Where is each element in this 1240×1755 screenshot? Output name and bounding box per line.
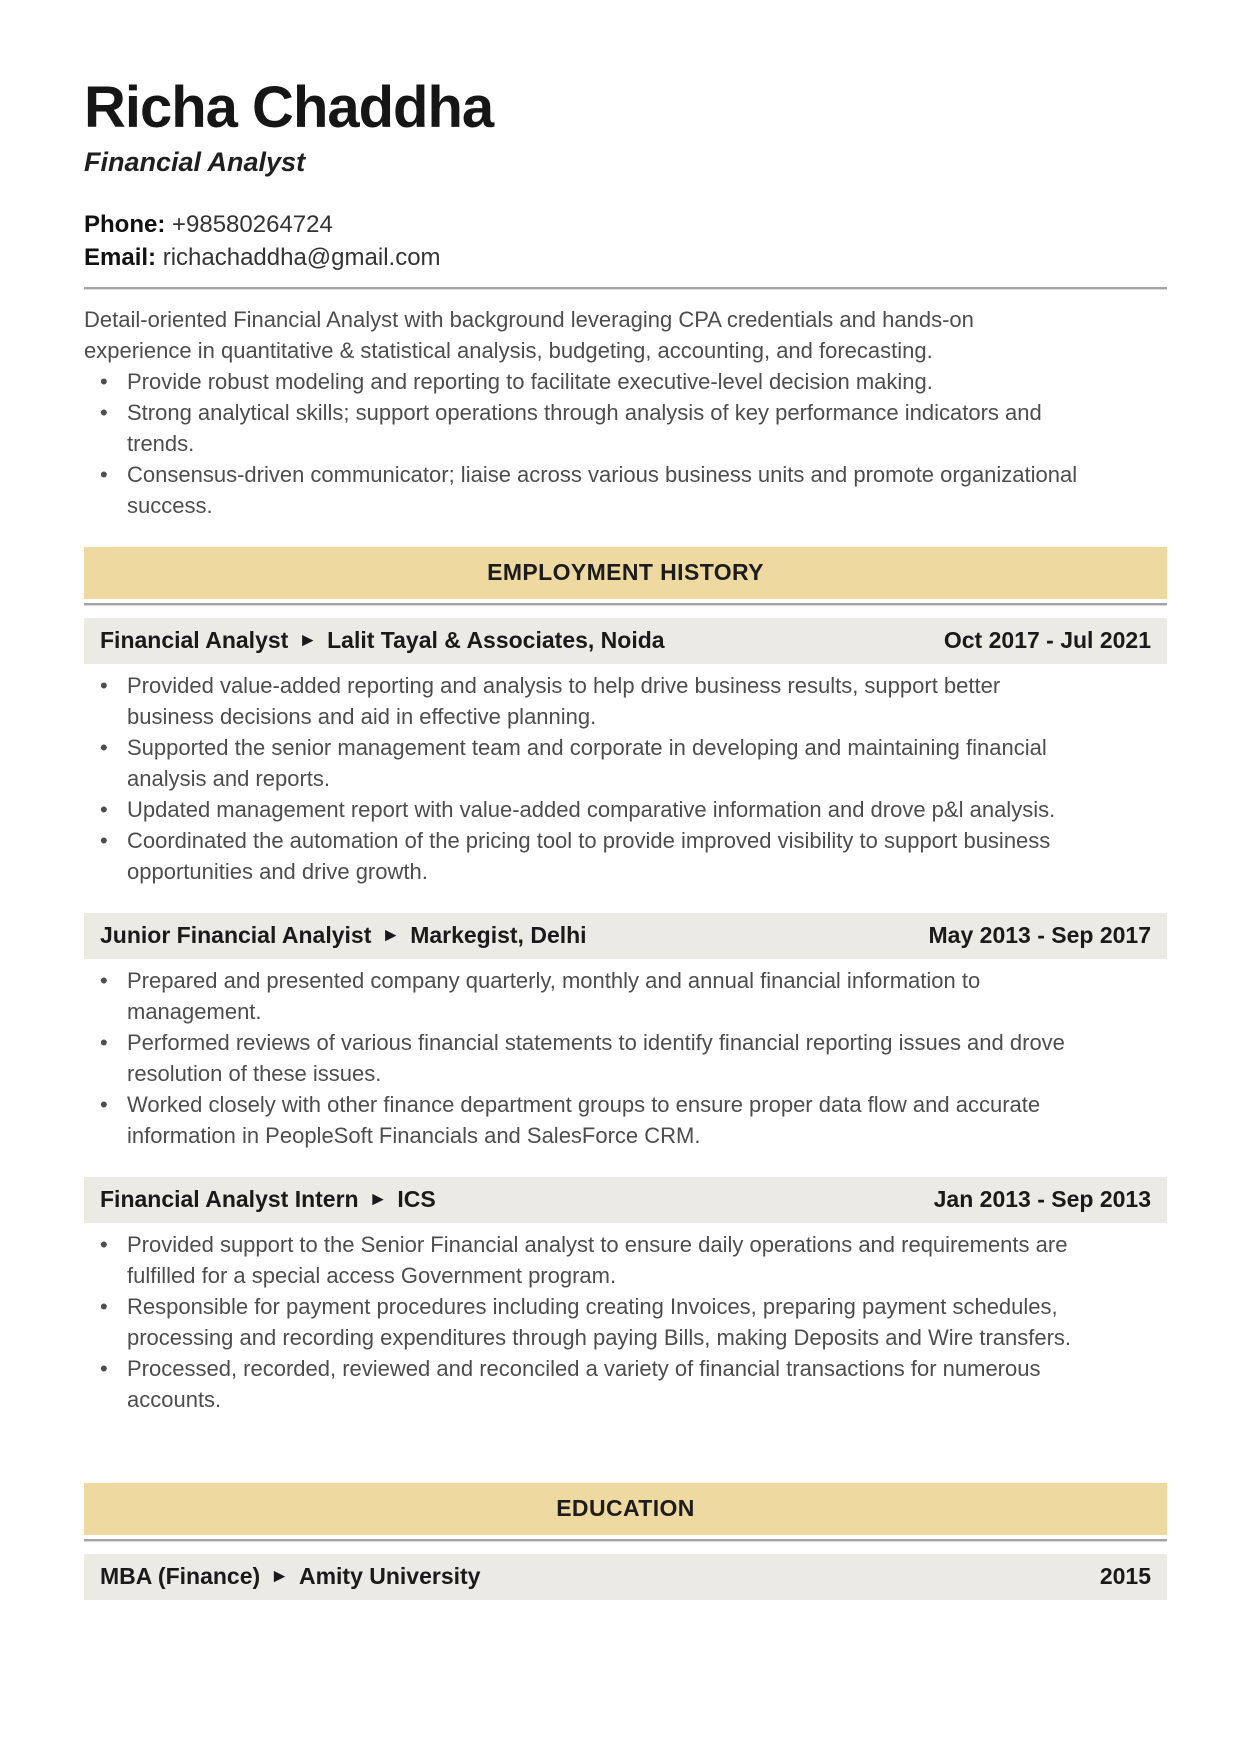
summary-bullet-text: Consensus-driven communicator; liaise across various business units and promote organizational success. (127, 461, 1078, 518)
job-dates: May 2013 - Sep 2017 (928, 922, 1151, 949)
job-bullet-text: Updated management report with value-added comparative information and drove p&l analysis. (127, 796, 1056, 822)
summary-bullet-item (84, 397, 1089, 459)
job-bullet-text: Prepared and presented company quarterly, monthly and annual financial information to management. (127, 967, 981, 1024)
right-pointer-icon: ► (368, 1189, 388, 1211)
job-bullet-text: Worked closely with other finance department groups to ensure proper data flow and accurate information in PeopleSoft Financials and SalesForce CRM. (127, 1091, 1041, 1148)
email-value: richachaddha@gmail.com (162, 243, 441, 271)
summary-bullet-text: Strong analytical skills; support operations through analysis of key performance indicators and trends. (127, 399, 1042, 456)
email-label: Email: (84, 243, 157, 271)
job-bullet-text: Provided value-added reporting and analysis to help drive business results, support better business decisions and aid in effective planning. (127, 672, 1001, 729)
education-section-header (84, 1483, 1167, 1535)
employment-history-title: EMPLOYMENT HISTORY (487, 559, 764, 586)
job-bullet-text: Processed, recorded, reviewed and reconciled a variety of financial transactions for numerous accounts. (127, 1355, 1041, 1412)
job-bullet-item (84, 1353, 1089, 1415)
job-title: Financial Analyst Intern (100, 1186, 359, 1213)
job-bullet-text: Supported the senior management team and corporate in developing and maintaining financial analysis and reports. (127, 734, 1047, 791)
contact-info (84, 208, 1167, 274)
job-bullet-list (84, 670, 1167, 887)
bullet-dot-icon: • (100, 1231, 108, 1257)
summary-bullet-list (84, 366, 1167, 521)
contact-email-line (84, 241, 1167, 274)
employment-section-divider (84, 603, 1167, 606)
job-title-company (100, 1186, 436, 1213)
job-bullet-list (84, 965, 1167, 1151)
job-bullet-item (84, 1089, 1089, 1151)
bullet-dot-icon: • (100, 368, 108, 394)
employment-history-section-header (84, 547, 1167, 599)
bullet-dot-icon: • (100, 1355, 108, 1381)
job-bullet-text: Coordinated the automation of the pricing tool to provide improved visibility to support business opportunities and drive growth. (127, 827, 1051, 884)
job-header-bar (84, 913, 1167, 959)
job-bullet-item (84, 825, 1089, 887)
bullet-dot-icon: • (100, 672, 108, 698)
education-entry-bar (84, 1554, 1167, 1600)
summary-section (84, 304, 1167, 521)
right-pointer-icon: ► (270, 1566, 289, 1588)
job-bullet-text: Responsible for payment procedures including creating Invoices, preparing payment schedules, processing and recording expenditures through paying Bills, making Deposits and Wire transfers. (127, 1293, 1072, 1350)
job-title-company (100, 922, 587, 949)
job-bullet-item (84, 794, 1089, 825)
job-bullet-item (84, 1027, 1089, 1089)
job-entry (84, 618, 1167, 887)
job-bullet-text: Provided support to the Senior Financial analyst to ensure daily operations and requirements are fulfilled for a special access Government program. (127, 1231, 1068, 1288)
bullet-dot-icon: • (100, 734, 108, 760)
bullet-dot-icon: • (100, 796, 108, 822)
job-bullet-text: Performed reviews of various financial statements to identify financial reporting issues and drove resolution of these issues. (127, 1029, 1065, 1086)
job-company: ICS (397, 1186, 436, 1213)
candidate-job-title: Financial Analyst (84, 146, 306, 177)
bullet-dot-icon: • (100, 1091, 108, 1117)
job-entry (84, 913, 1167, 1151)
bullet-dot-icon: • (100, 1293, 108, 1319)
bullet-dot-icon: • (100, 399, 108, 425)
bullet-dot-icon: • (100, 1029, 108, 1055)
job-bullet-item (84, 670, 1089, 732)
contact-phone-line (84, 208, 1167, 241)
bullet-dot-icon: • (100, 461, 108, 487)
job-bullet-item (84, 732, 1089, 794)
education-section-divider (84, 1539, 1167, 1542)
education-body (84, 1554, 1167, 1600)
bullet-dot-icon: • (100, 827, 108, 853)
job-header-bar (84, 618, 1167, 664)
job-title-company (100, 627, 665, 654)
right-pointer-icon: ► (298, 630, 318, 652)
job-company: Lalit Tayal & Associates, Noida (327, 627, 665, 654)
job-entry (84, 1177, 1167, 1415)
job-title: Junior Financial Analyist (100, 922, 372, 949)
candidate-name: Richa Chaddha (84, 75, 494, 140)
job-bullet-list (84, 1229, 1167, 1415)
job-dates: Jan 2013 - Sep 2013 (933, 1186, 1151, 1213)
right-pointer-icon: ► (381, 925, 401, 947)
summary-bullet-item (84, 366, 1089, 397)
summary-intro: Detail-oriented Financial Analyst with background leveraging CPA credentials and hands-on experience in quantitative & statistical analysis, budgeting, accounting, and forecasting. (84, 306, 974, 363)
education-school: Amity University (298, 1563, 481, 1590)
phone-label: Phone: (84, 210, 166, 238)
job-header-bar (84, 1177, 1167, 1223)
summary-bullet-item (84, 459, 1089, 521)
resume-header (84, 75, 1167, 274)
education-title: EDUCATION (556, 1495, 695, 1522)
education-dates: 2015 (1099, 1563, 1151, 1590)
employment-history-body (84, 618, 1167, 1415)
job-bullet-item (84, 965, 1089, 1027)
job-dates: Oct 2017 - Jul 2021 (943, 627, 1151, 654)
job-title: Financial Analyst (100, 627, 289, 654)
job-company: Markegist, Delhi (410, 922, 587, 949)
header-divider (84, 287, 1167, 290)
job-bullet-item (84, 1229, 1089, 1291)
education-degree: MBA (Finance) (100, 1563, 261, 1590)
phone-value: +98580264724 (172, 210, 333, 238)
summary-bullet-text: Provide robust modeling and reporting to facilitate executive-level decision making. (127, 368, 933, 394)
bullet-dot-icon: • (100, 967, 108, 993)
job-bullet-item (84, 1291, 1089, 1353)
education-degree-school (100, 1563, 480, 1590)
